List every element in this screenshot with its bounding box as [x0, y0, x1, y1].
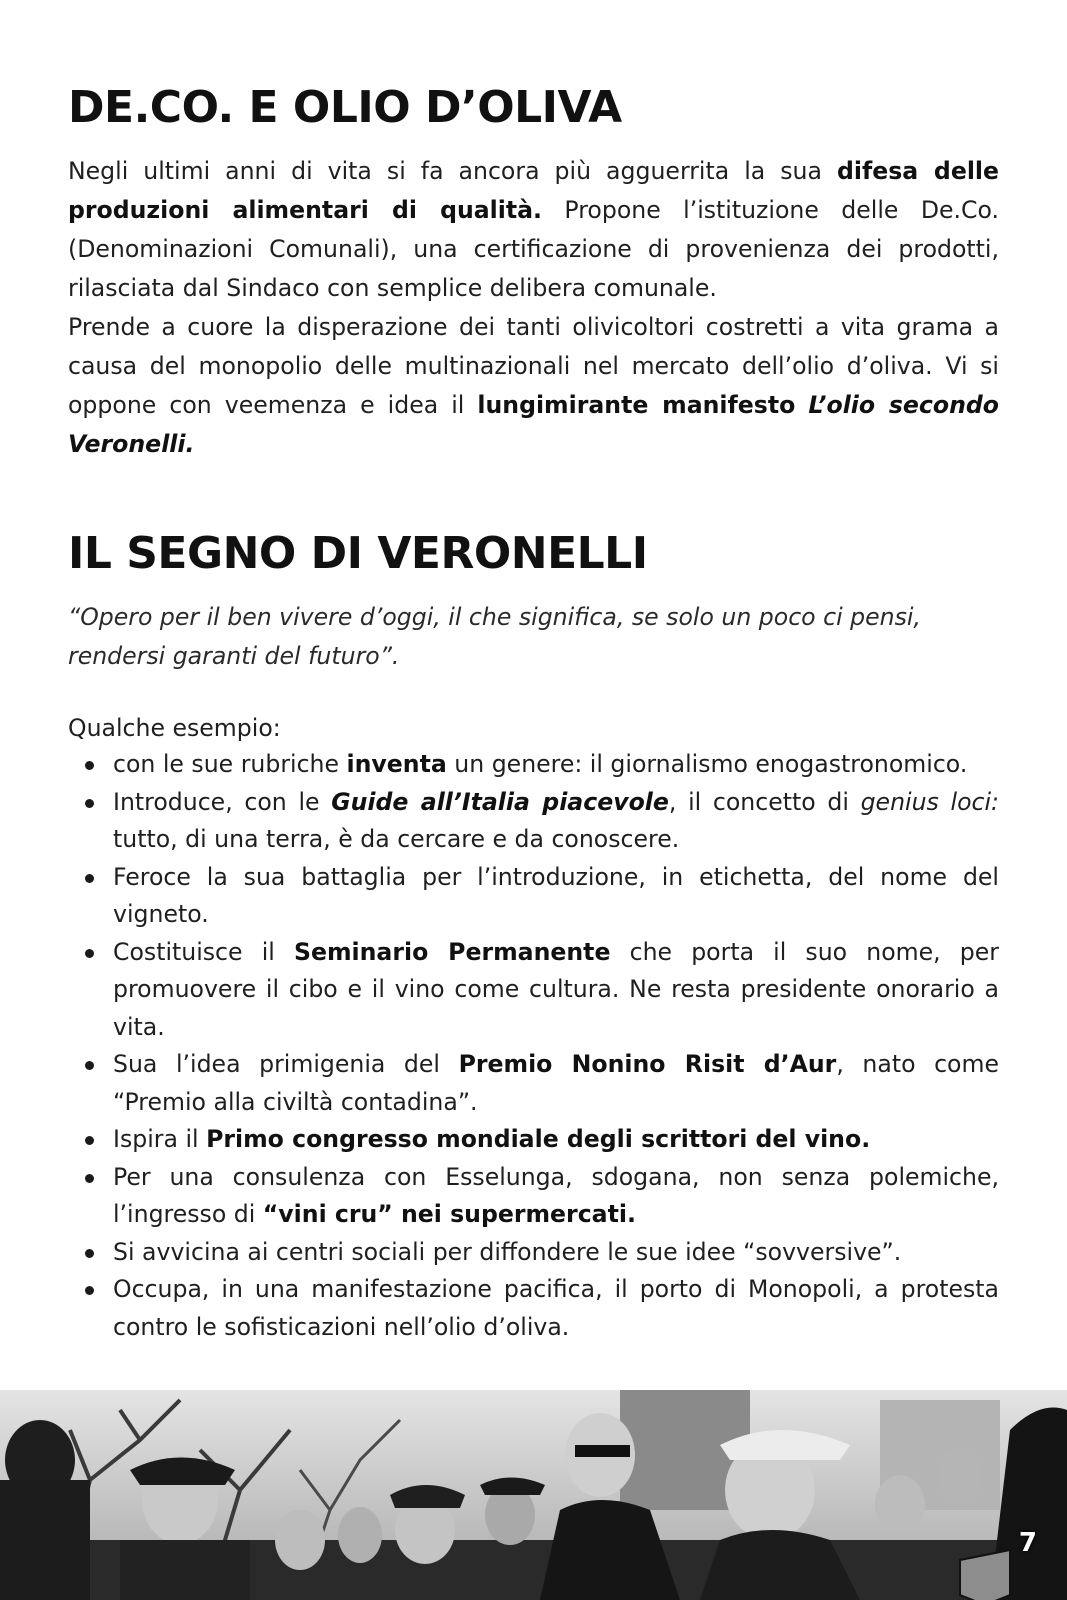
text: Feroce la sua battaglia per l’introduzione, in etichetta, del nome del vigneto.: [113, 862, 999, 928]
list-item: [68, 934, 999, 1047]
section-title-segno: IL SEGNO DI VERONELLI: [68, 528, 648, 579]
text: Prende a cuore la disperazione dei tanti olivicoltori costretti a vita grama a causa del monopolio delle multinazionali nel mercato dell’olio d’oliva. Vi si oppone con veemenza e idea il: [68, 313, 999, 419]
bold-text: inventa: [346, 750, 447, 778]
bold-text: difesa delle produzioni alimentari di qualità.: [68, 157, 999, 224]
list-item: [68, 859, 999, 934]
italic-text: genius loci:: [860, 787, 999, 816]
historic-crowd-photo: [0, 1390, 1067, 1600]
list-item: [68, 1046, 999, 1121]
section-title-deco: DE.CO. E OLIO D’OLIVA: [68, 82, 622, 133]
quote: “Opero per il ben vivere d’oggi, il che significa, se solo un poco ci pensi, rendersi garanti del futuro”.: [68, 603, 921, 670]
text: con le sue rubriche: [113, 750, 347, 778]
list-item: [68, 1271, 999, 1346]
text: , il concetto di: [668, 787, 861, 816]
photo-illustration: [0, 1390, 1067, 1600]
bold-text: Primo congresso mondiale degli scrittori del vino.: [206, 1125, 871, 1153]
list-item: [68, 746, 999, 784]
guide-title: Guide all’Italia piacevole: [331, 787, 669, 816]
examples-list: [68, 746, 999, 1346]
section-deco-body: [68, 152, 999, 464]
bold-text: Premio Nonino Risit d’Aur: [458, 1050, 837, 1078]
text: un genere: il giornalismo enogastronomico.: [446, 750, 968, 778]
bold-text: lungimirante manifesto: [477, 391, 796, 419]
text: Occupa, in una manifestazione pacifica, il porto di Monopoli, a protesta contro le sofisticazioni nell’olio d’oliva.: [113, 1275, 999, 1341]
text: , nato come “Premio alla civiltà contadina”.: [113, 1050, 999, 1116]
list-intro: Qualche esempio:: [68, 714, 281, 742]
text: tutto, di una terra, è da cercare e da conoscere.: [113, 825, 680, 853]
text: Per una consulenza con Esselunga, sdogana, non senza polemiche, l’ingresso di: [113, 1162, 999, 1228]
text: Si avvicina ai centri sociali per diffondere le sue idee “sovversive”.: [113, 1237, 902, 1266]
text: Introduce, con le: [113, 787, 332, 816]
bold-text: “vini cru” nei supermercati.: [262, 1200, 636, 1228]
text: Sua l’idea primigenia del: [113, 1050, 459, 1078]
text: che porta il suo nome, per promuovere il cibo e il vino come cultura. Ne resta presidente onorario a vita.: [113, 937, 999, 1041]
text: Costituisce il: [113, 937, 294, 966]
list-item: [68, 784, 999, 859]
text: Propone l’istituzione delle De.Co. (Denominazioni Comunali), una certificazione di provenienza dei prodotti, rilasciata dal Sindaco con semplice delibera comunale.: [68, 196, 999, 302]
text: Negli ultimi anni di vita si fa ancora più agguerrita la sua: [68, 157, 837, 185]
list-item: [68, 1234, 999, 1272]
bold-text: Seminario Permanente: [293, 937, 611, 966]
text: Ispira il: [113, 1125, 207, 1153]
manifesto-title: L’olio secondo Veronelli.: [68, 391, 1000, 458]
list-item: [68, 1159, 999, 1234]
list-item: [68, 1121, 999, 1159]
page-number: 7: [1018, 1528, 1037, 1558]
